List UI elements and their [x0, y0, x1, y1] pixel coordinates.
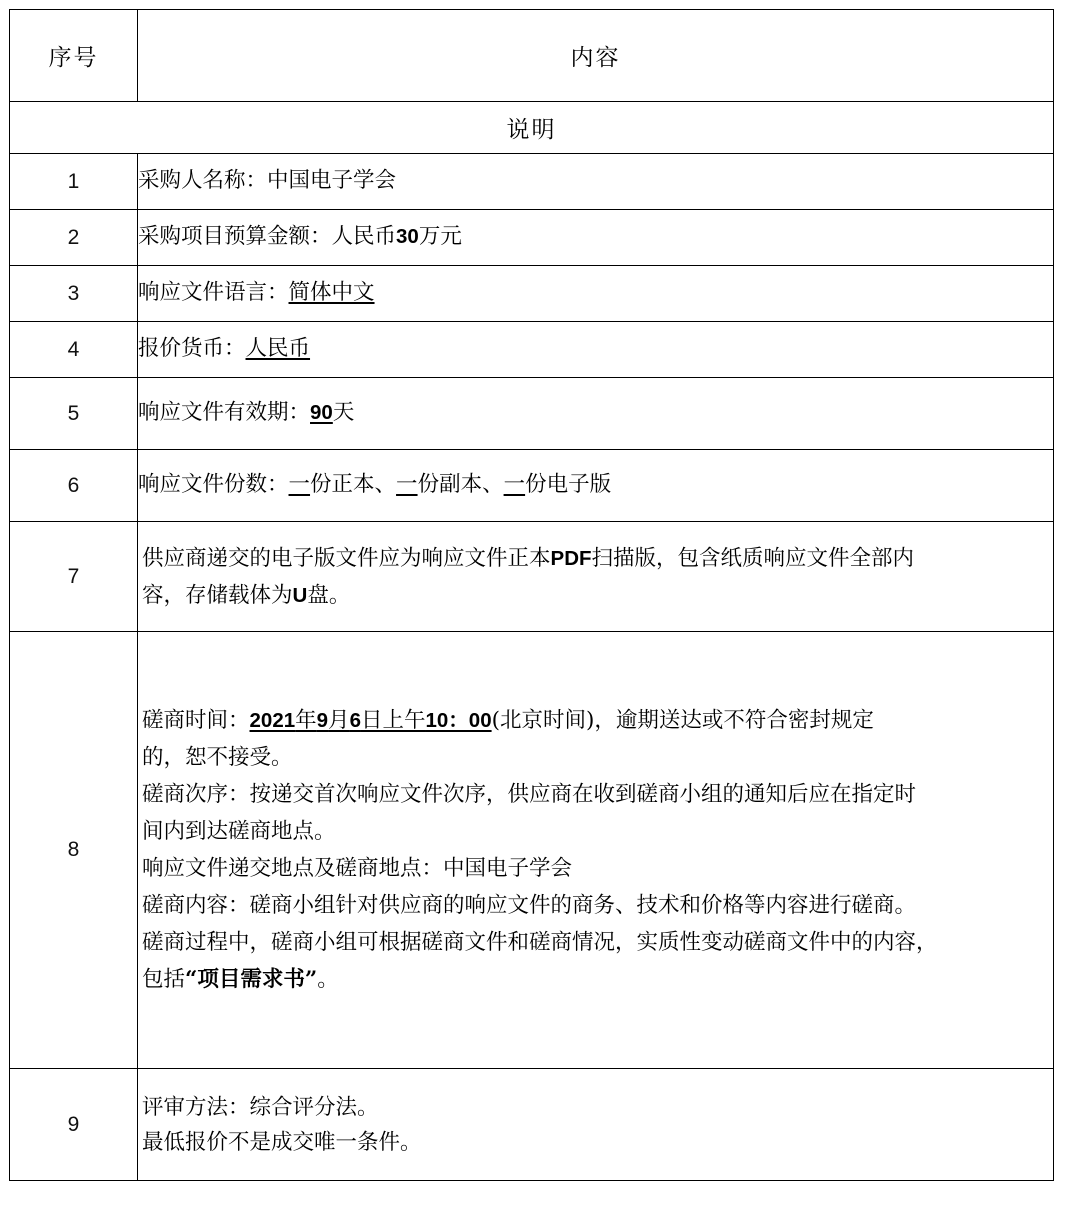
text-run: 评审方法：综合评分法。	[142, 1094, 379, 1120]
latin-text: U	[292, 583, 308, 607]
text-run: 磋商时间：	[142, 708, 250, 734]
text-line	[142, 740, 1049, 777]
text-run: 扫描版，包含纸质响应文件全部内	[591, 545, 915, 571]
text-block	[138, 165, 1053, 197]
section-title-cell: 说明	[10, 102, 1054, 154]
text-line	[138, 165, 1053, 197]
table-row	[10, 632, 1054, 1069]
row-number-cell: 5	[10, 378, 138, 450]
text-block	[138, 277, 1053, 309]
row-number-cell: 8	[10, 632, 138, 1069]
text-run: 响应文件有效期：	[138, 400, 311, 426]
text-block	[138, 469, 1053, 501]
table-body	[10, 10, 1054, 1181]
text-run: 的，恕不接受。	[142, 745, 293, 771]
text-run: 容，存储载体为	[142, 582, 293, 608]
text-run: 磋商次序：按递交首次响应文件次序，供应商在收到磋商小组的通知后应在指定时	[142, 782, 917, 808]
text-run: 。	[317, 966, 339, 992]
underlined-numeric-value: 10：00	[425, 709, 492, 733]
text-block	[138, 535, 1053, 619]
row-content-cell	[138, 522, 1054, 632]
text-run: 响应文件递交地点及磋商地点：中国电子学会	[142, 856, 573, 881]
text-line	[142, 541, 1049, 578]
row-content-cell	[138, 266, 1054, 322]
underlined-text: 简体中文	[288, 280, 375, 306]
text-line	[138, 277, 1053, 309]
text-run: 间内到达磋商地点。	[142, 819, 336, 845]
table-row	[10, 378, 1054, 450]
latin-text: PDF	[550, 546, 592, 570]
row-number-cell: 2	[10, 210, 138, 266]
text-line	[142, 578, 1049, 615]
text-run: 磋商内容：磋商小组针对供应商的响应文件的商务、技术和价格等内容进行磋商。	[142, 892, 917, 918]
table-row	[10, 522, 1054, 632]
text-run: 采购项目预算金额：人民币	[138, 224, 397, 250]
text-run: 磋商过程中，磋商小组可根据磋商文件和磋商情况，实质性变动磋商文件中的内容，	[142, 929, 938, 955]
row-number-cell: 1	[10, 154, 138, 210]
text-line	[142, 703, 1049, 740]
text-run: 响应文件份数：	[138, 472, 289, 498]
underlined-numeric-value: 90	[310, 401, 333, 425]
text-line	[138, 397, 1053, 429]
text-block	[138, 397, 1053, 429]
text-run: 采购人名称：中国电子学会	[138, 168, 397, 194]
text-line	[138, 469, 1053, 501]
text-line	[142, 962, 1049, 999]
text-line	[142, 814, 1049, 851]
header-cell-content: 内容	[138, 10, 1054, 102]
row-content-cell	[138, 1069, 1054, 1181]
text-line	[142, 888, 1049, 925]
table-row	[10, 154, 1054, 210]
text-block	[138, 1085, 1053, 1165]
text-run: 报价货币：	[138, 336, 246, 362]
underlined-text: 一	[288, 472, 311, 498]
table-row	[10, 266, 1054, 322]
text-line	[142, 851, 1049, 888]
underlined-text: 一	[503, 472, 526, 498]
text-line	[142, 1091, 1049, 1126]
underlined-numeric-value: 9	[316, 709, 329, 733]
text-line	[142, 925, 1049, 962]
row-content-cell	[138, 210, 1054, 266]
row-number-cell: 6	[10, 450, 138, 522]
table-row	[10, 450, 1054, 522]
text-block	[138, 221, 1053, 253]
row-number-cell: 7	[10, 522, 138, 632]
text-line	[142, 777, 1049, 814]
text-run: 盘。	[307, 582, 351, 608]
emphasized-text: “项目需求书”	[185, 966, 318, 992]
text-run: 份正本、	[310, 472, 397, 498]
text-block	[138, 333, 1053, 365]
text-run: 包括	[142, 966, 186, 992]
section-title-row	[10, 102, 1054, 154]
row-number-cell: 9	[10, 1069, 138, 1181]
procurement-spec-table	[9, 9, 1054, 1181]
numeric-value: 30	[396, 225, 419, 249]
text-run: 份副本、	[417, 472, 504, 498]
header-cell-sequence-number: 序号	[10, 10, 138, 102]
text-run: 响应文件语言：	[138, 280, 289, 306]
text-line	[138, 333, 1053, 365]
row-content-cell	[138, 322, 1054, 378]
text-run: 供应商递交的电子版文件应为响应文件正本	[142, 545, 551, 571]
text-run: 最低报价不是成交唯一条件。	[142, 1129, 422, 1155]
text-run: 份电子版	[525, 472, 612, 498]
row-number-cell: 3	[10, 266, 138, 322]
text-block	[138, 697, 1053, 1003]
row-content-cell	[138, 378, 1054, 450]
underlined-numeric-value: 2021	[249, 709, 296, 733]
text-run: 万元	[418, 224, 462, 250]
row-content-cell	[138, 154, 1054, 210]
text-line	[138, 221, 1053, 253]
text-line	[142, 1126, 1049, 1161]
underlined-text: 年	[295, 708, 317, 734]
row-number-cell: 4	[10, 322, 138, 378]
table-row	[10, 210, 1054, 266]
underlined-text: 月	[328, 708, 350, 734]
row-content-cell	[138, 632, 1054, 1069]
text-run: 天	[332, 400, 355, 426]
row-content-cell	[138, 450, 1054, 522]
underlined-text: 人民币	[245, 336, 311, 362]
table-row	[10, 322, 1054, 378]
text-run: (北京时间)，逾期送达或不符合密封规定	[491, 708, 874, 734]
underlined-text: 日上午	[360, 708, 426, 734]
table-row	[10, 1069, 1054, 1181]
table-header-row	[10, 10, 1054, 102]
underlined-numeric-value: 6	[349, 709, 361, 733]
underlined-text: 一	[396, 472, 418, 498]
